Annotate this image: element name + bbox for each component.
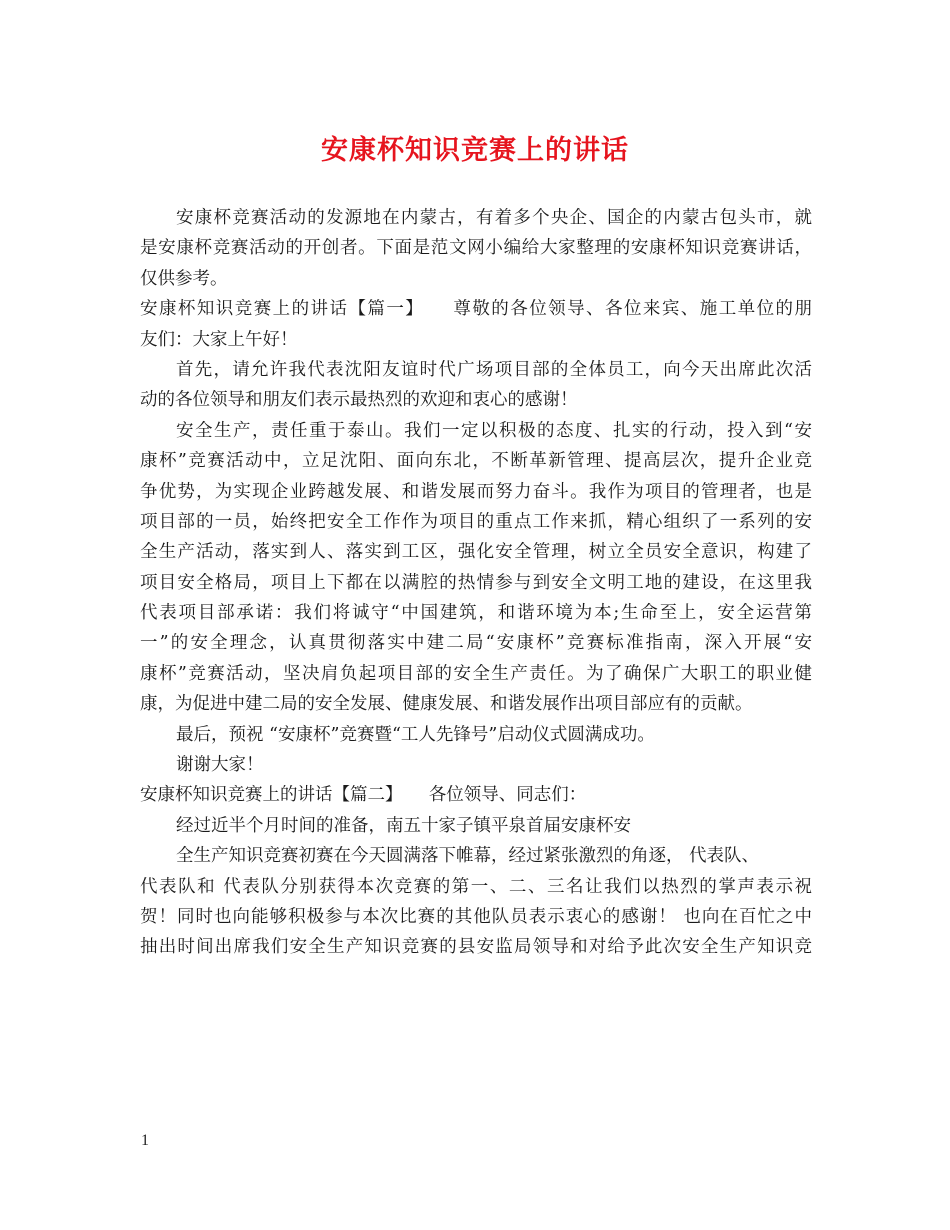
text-line: 康杯”竞赛活动中，立足沈阳、面向东北，不断革新管理、提高层次，提升企业竞	[140, 451, 812, 472]
text-line: 项目部的一员，始终把安全工作作为项目的重点工作来抓，精心组织了一系列的安	[140, 511, 812, 532]
text-line: 是安康杯竞赛活动的开创者。下面是范文网小编给大家整理的安康杯知识竞赛讲话，	[140, 238, 812, 259]
text-line: 最后，预祝 “安康杯”竞赛暨“工人先锋号”启动仪式圆满成功。	[176, 724, 655, 745]
document-title: 安康杯知识竞赛上的讲话	[321, 135, 629, 166]
text-line: 动的各位领导和朋友们表示最热烈的欢迎和衷心的感谢！	[140, 390, 578, 411]
text-line: 友们：大家上午好！	[140, 329, 298, 350]
text-line: 安康杯竞赛活动的发源地在内蒙古，有着多个央企、国企的内蒙古包头市，就	[176, 208, 812, 228]
text-line: 全生产知识竞赛初赛在今天圆满落下帷幕，经过紧张激烈的角逐， 代表队、	[176, 846, 760, 867]
text-line: 贺！同时也向能够积极参与本次比赛的其他队员表示衷心的感谢！ 也向在百忙之中	[140, 906, 812, 927]
text-line: 仅供参考。	[140, 268, 228, 289]
section-heading-line: 安康杯知识竞赛上的讲话【篇二】 各位领导、同志们：	[140, 785, 587, 806]
text-line: 安全生产，责任重于泰山。我们一定以积极的态度、扎实的行动，投入到“安	[176, 420, 812, 441]
page-number: 1	[141, 1132, 149, 1149]
text-line: 首先，请允许我代表沈阳友谊时代广场项目部的全体员工，向今天出席此次活	[176, 359, 812, 380]
text-line: 代表项目部承诺：我们将诚守“中国建筑，和谐环境为本;生命至上，安全运营第	[140, 603, 812, 624]
text-line: 谢谢大家！	[176, 755, 264, 776]
text-line: 抽出时间出席我们安全生产知识竞赛的县安监局领导和对给予此次安全生产知识竞	[140, 937, 812, 958]
text-line: 项目安全格局，项目上下都在以满腔的热情参与到安全文明工地的建设，在这里我	[140, 572, 812, 593]
text-line: 康，为促进中建二局的安全发展、健康发展、和谐发展作出项目部应有的贡献。	[140, 694, 753, 715]
section-heading-line: 安康杯知识竞赛上的讲话【篇一】 尊敬的各位领导、各位来宾、施工单位的朋	[140, 299, 812, 320]
text-line: 代表队和 代表队分别获得本次竞赛的第一、二、三名让我们以热烈的掌声表示祝	[140, 876, 812, 897]
text-line: 全生产活动，落实到人、落实到工区，强化安全管理，树立全员安全意识，构建了	[140, 542, 812, 563]
text-line: 争优势，为实现企业跨越发展、和谐发展而努力奋斗。我作为项目的管理者，也是	[140, 481, 812, 502]
text-line: 经过近半个月时间的准备，南五十家子镇平泉首届安康杯安	[176, 815, 631, 836]
document-body	[140, 203, 812, 963]
text-line: 康杯”竞赛活动，坚决肩负起项目部的安全生产责任。为了确保广大职工的职业健	[140, 663, 812, 684]
text-line: 一”的安全理念，认真贯彻落实中建二局“安康杯”竞赛标准指南，深入开展“安	[140, 633, 812, 654]
